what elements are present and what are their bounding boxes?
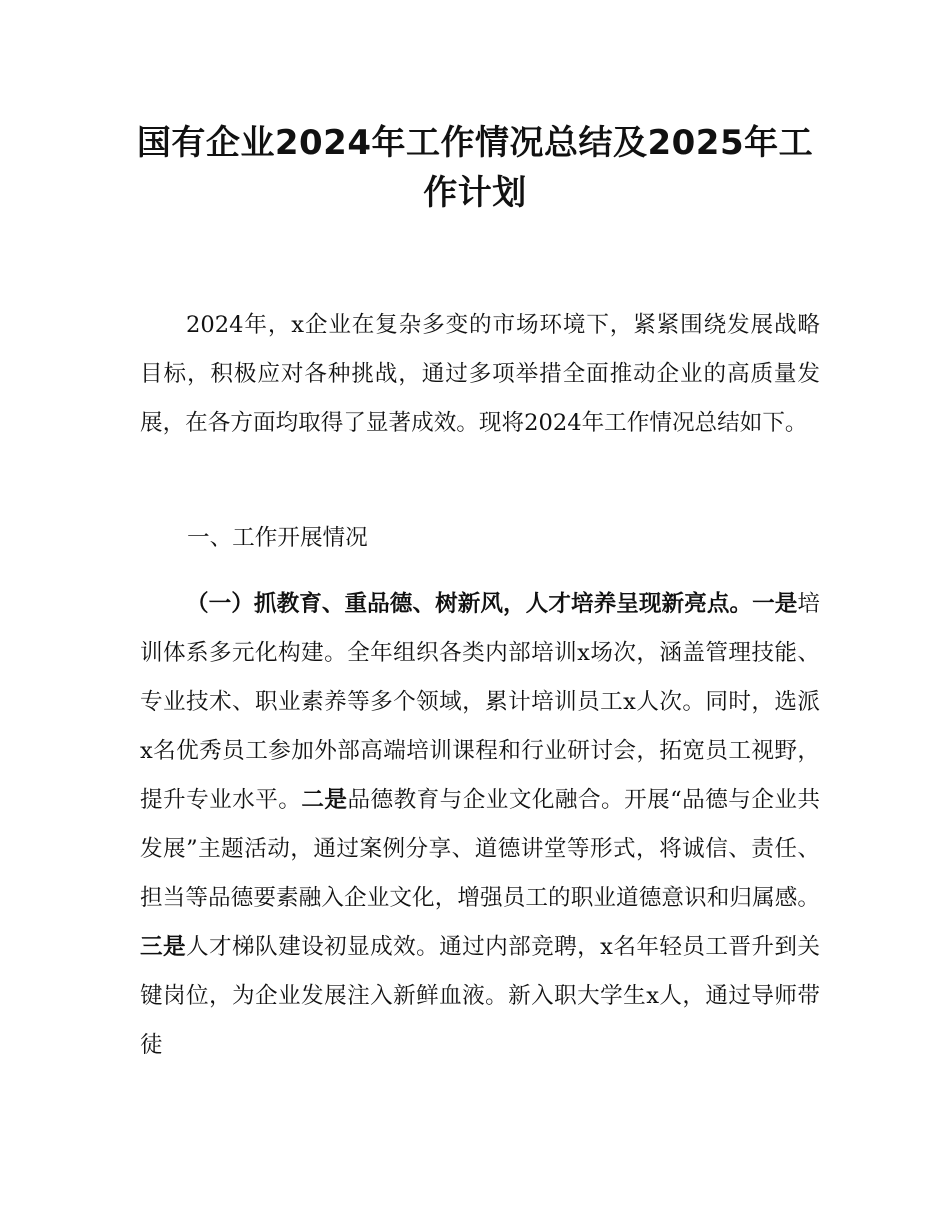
point-text-3: 人才梯队建设初显成效。通过内部竞聘，x名年轻员工晋升到关键岗位，为企业发展注入新鲜血液。新入职大学生x人，通过导师带徒 — [140, 934, 821, 1058]
point-text-2: 品德教育与企业文化融合。开展“品德与企业共发展”主题活动，通过案例分享、道德讲堂等形式，将诚信、责任、担当等品德要素融入企业文化，增强员工的职业道德意识和归属感。 — [140, 787, 821, 911]
subsection-paragraph — [140, 580, 820, 1070]
point-text-1: 培训体系多元化构建。全年组织各类内部培训x场次，涵盖管理技能、专业技术、职业素养等多个领域，累计培训员工x人次。同时，选派x名优秀员工参加外部高端培训课程和行业研讨会，拓宽员工视野，提升专业水平。 — [140, 591, 821, 813]
point-lead-1: 一是 — [752, 591, 798, 617]
intro-paragraph: 2024年，x企业在复杂多变的市场环境下，紧紧围绕发展战略目标，积极应对各种挑战，通过多项举措全面推动企业的高质量发展，在各方面均取得了显著成效。现将2024年工作情况总结如下。 — [140, 312, 820, 436]
document-title: 国有企业2024年工作情况总结及2025年工作计划 — [136, 123, 814, 213]
point-lead-3: 三是 — [140, 934, 187, 960]
subsection-heading: （一）抓教育、重品德、树新风，人才培养呈现新亮点。 — [186, 591, 753, 617]
section-heading: 一、工作开展情况 — [187, 525, 368, 551]
point-lead-2: 二是 — [301, 787, 348, 813]
